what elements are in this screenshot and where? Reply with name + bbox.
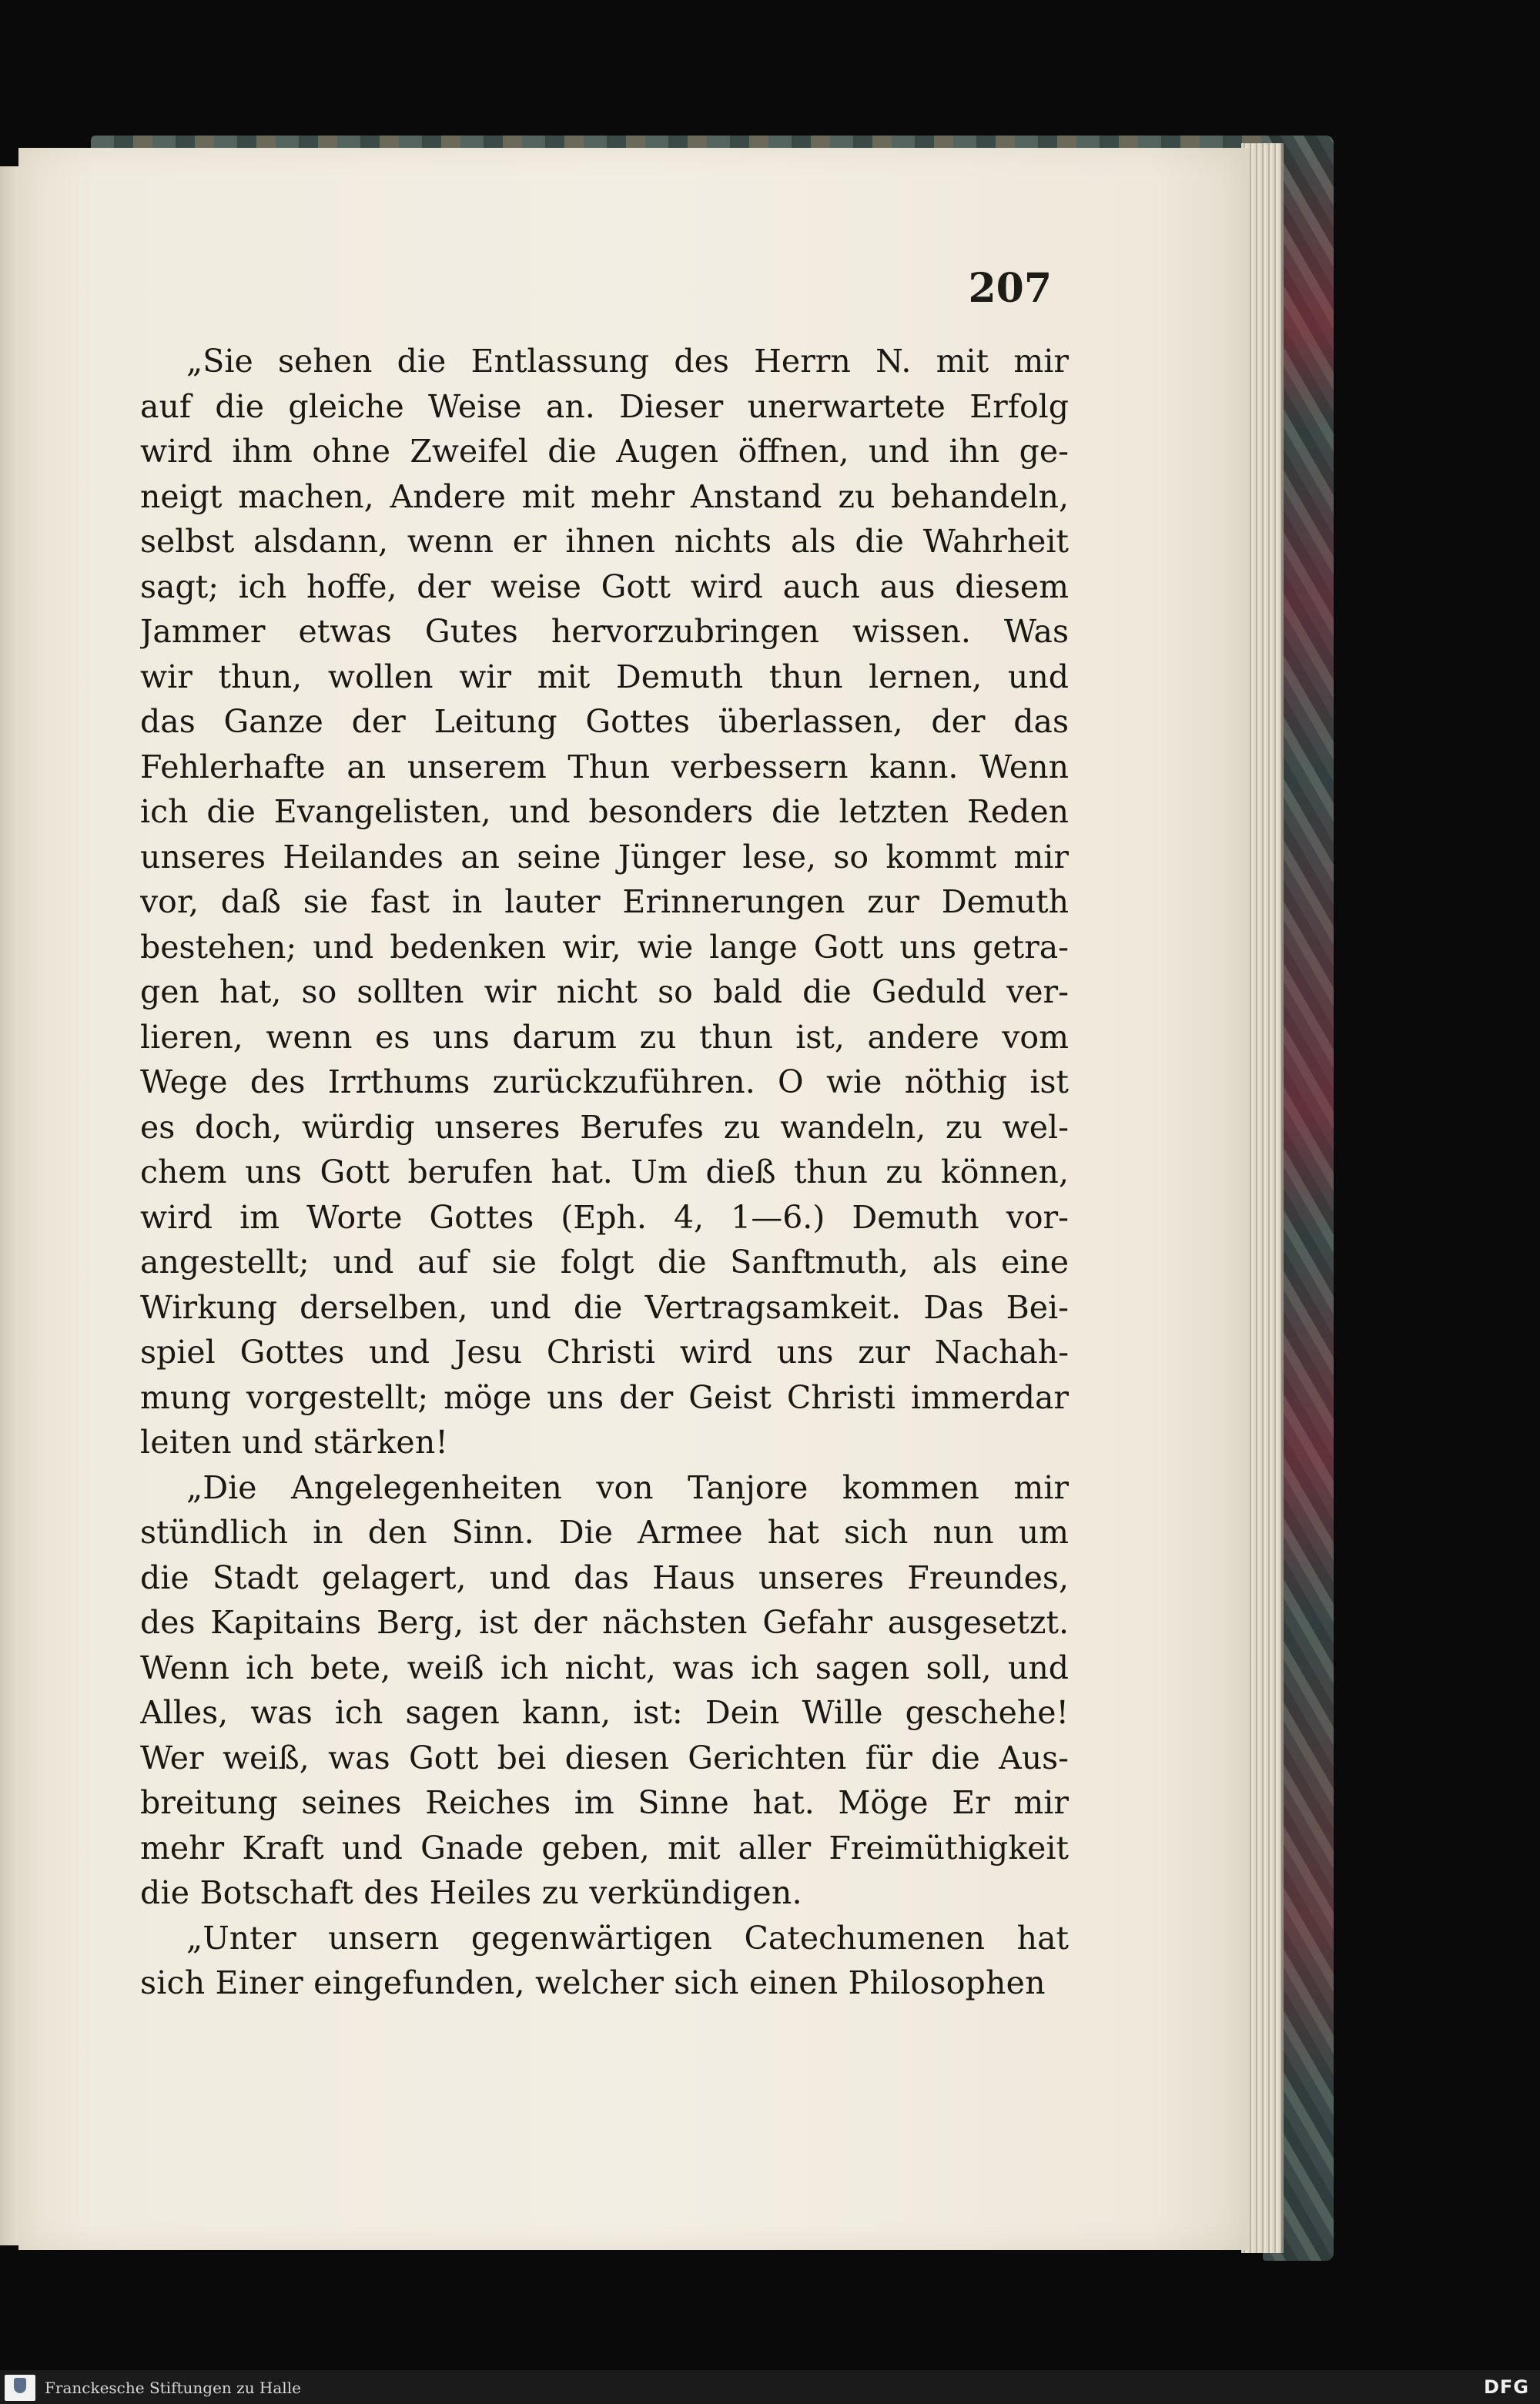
- text-line: ich die Evangelisten, und besonders die letzten Reden: [140, 793, 1069, 830]
- text-line: die Botschaft des Heiles zu verkündigen.: [140, 1874, 802, 1911]
- text-line: „Die Angelegenheiten von Tanjore kommen mir: [186, 1468, 1069, 1506]
- text-line: angestellt; und auf sie folgt die Sanftmuth, als eine: [140, 1244, 1069, 1281]
- text-line: Wege des Irrthums zurückzuführen. O wie nöthig ist: [140, 1063, 1069, 1100]
- text-line: Wenn ich bete, weiß ich nicht, was ich sagen soll, und: [140, 1649, 1069, 1686]
- text-line: breitung seines Reiches im Sinne hat. Möge Er mir: [140, 1784, 1069, 1821]
- book-page: [18, 148, 1247, 2250]
- text-line: „Unter unsern gegenwärtigen Catechumenen hat: [186, 1919, 1069, 1957]
- body-text: [140, 339, 1069, 2006]
- text-line: mehr Kraft und Gnade geben, mit aller Freimüthigkeit: [140, 1829, 1069, 1867]
- text-line: mung vorgestellt; möge uns der Geist Christi immerdar: [140, 1378, 1069, 1416]
- text-line: wird im Worte Gottes (Eph. 4, 1—6.) Demuth vor-: [140, 1198, 1069, 1236]
- text-line: Wer weiß, was Gott bei diesen Gerichten für die Aus-: [140, 1739, 1069, 1776]
- text-line: das Ganze der Leitung Gottes überlassen, der das: [140, 703, 1069, 740]
- institution-name: Franckesche Stiftungen zu Halle: [45, 2379, 301, 2397]
- text-line: Fehlerhafte an unserem Thun verbessern kann. Wenn: [140, 748, 1069, 785]
- text-line: sich Einer eingefunden, welcher sich einen Philosophen: [140, 1964, 1046, 2001]
- text-line: lieren, wenn es uns darum zu thun ist, andere vom: [140, 1018, 1069, 1056]
- text-line: Alles, was ich sagen kann, ist: Dein Wille geschehe!: [140, 1694, 1069, 1731]
- text-line: „Sie sehen die Entlassung des Herrn N. mit mir: [186, 343, 1069, 380]
- text-line: Jammer etwas Gutes hervorzubringen wissen. Was: [140, 613, 1069, 650]
- page-fore-edge: [1241, 143, 1284, 2253]
- text-line: wir thun, wollen wir mit Demuth thun lernen, und: [140, 658, 1069, 695]
- text-line: bestehen; und bedenken wir, wie lange Gott uns getra-: [140, 928, 1069, 966]
- dfg-logo: DFG: [1483, 2376, 1529, 2398]
- text-line: unseres Heilandes an seine Jünger lese, so kommt mir: [140, 838, 1069, 876]
- viewer-footer: [0, 2370, 1540, 2404]
- text-line: gen hat, so sollten wir nicht so bald die Geduld ver-: [140, 973, 1069, 1010]
- text-line: neigt machen, Andere mit mehr Anstand zu behandeln,: [140, 477, 1069, 515]
- text-line: chem uns Gott berufen hat. Um dieß thun zu können,: [140, 1153, 1069, 1190]
- paragraph: [140, 1465, 1069, 1916]
- text-line: sagt; ich hoffe, der weise Gott wird auch aus diesem: [140, 568, 1069, 605]
- text-line: wird ihm ohne Zweifel die Augen öffnen, und ihn ge-: [140, 433, 1069, 470]
- text-line: die Stadt gelagert, und das Haus unseres Freundes,: [140, 1559, 1069, 1596]
- text-line: auf die gleiche Weise an. Dieser unerwartete Erfolg: [140, 387, 1069, 425]
- text-line: des Kapitains Berg, ist der nächsten Gefahr ausgesetzt.: [140, 1604, 1069, 1641]
- text-line: es doch, würdig unseres Berufes zu wandeln, zu wel-: [140, 1108, 1069, 1146]
- text-line: spiel Gottes und Jesu Christi wird uns zur Nachah-: [140, 1334, 1069, 1371]
- text-line: selbst alsdann, wenn er ihnen nichts als die Wahrheit: [140, 523, 1069, 560]
- page-number: 207: [968, 265, 1052, 312]
- paragraph: [140, 339, 1069, 1465]
- text-line: vor, daß sie fast in lauter Erinnerungen zur Demuth: [140, 883, 1069, 920]
- text-line: stündlich in den Sinn. Die Armee hat sich nun um: [140, 1514, 1069, 1551]
- institution-logo-icon: [5, 2375, 35, 2401]
- paragraph: [140, 1916, 1069, 2006]
- text-line: leiten und stärken!: [140, 1424, 449, 1461]
- text-line: Wirkung derselben, und die Vertragsamkeit. Das Bei-: [140, 1288, 1069, 1326]
